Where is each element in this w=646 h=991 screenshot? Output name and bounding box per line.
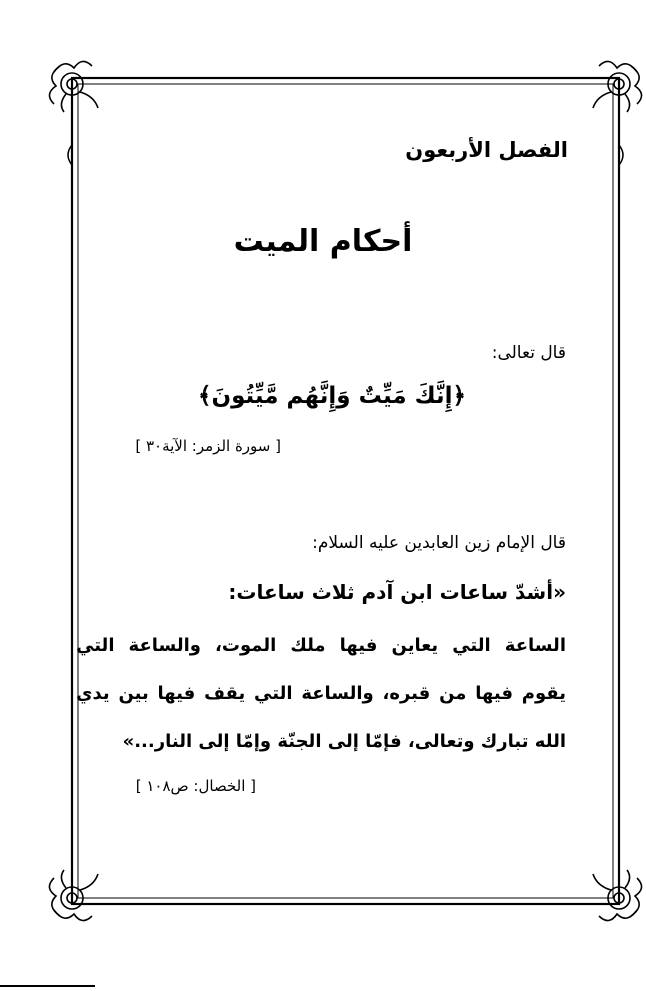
hadith-reference: [ الخصال: ص١٠٨ ] [135, 777, 256, 795]
hadith-intro: قال الإمام زين العابدين عليه السلام: [312, 533, 566, 553]
hadith-line: الله تبارك وتعالى، فإمّا إلى الجنّة وإمّا إلى النار...» [122, 731, 566, 752]
section-title: أحكام الميت [233, 224, 413, 259]
quran-intro: قال تعالى: [491, 343, 566, 363]
corner-flourish-icon [593, 870, 642, 921]
page-edge-rule [0, 985, 95, 987]
hadith-opening-line: «أشدّ ساعات ابن آدم ثلاث ساعات: [228, 580, 566, 604]
corner-flourish-icon [49, 870, 98, 921]
corner-flourish-icon [49, 61, 98, 112]
quran-verse: ﴿إِنَّكَ مَيِّتٌ وَإِنَّهُم مَّيِّتُونَ﴾ [198, 383, 466, 409]
hadith-line: يقوم فيها من قبره، والساعة التي يقف فيها بين يدي [76, 683, 566, 704]
quran-reference: [ سورة الزمر: الآية٣٠ ] [135, 437, 281, 455]
hadith-line: الساعة التي يعاين فيها ملك الموت، والساعة التي [76, 635, 566, 656]
chapter-heading: الفصل الأربعون [405, 138, 568, 162]
corner-flourish-icon [593, 61, 642, 112]
